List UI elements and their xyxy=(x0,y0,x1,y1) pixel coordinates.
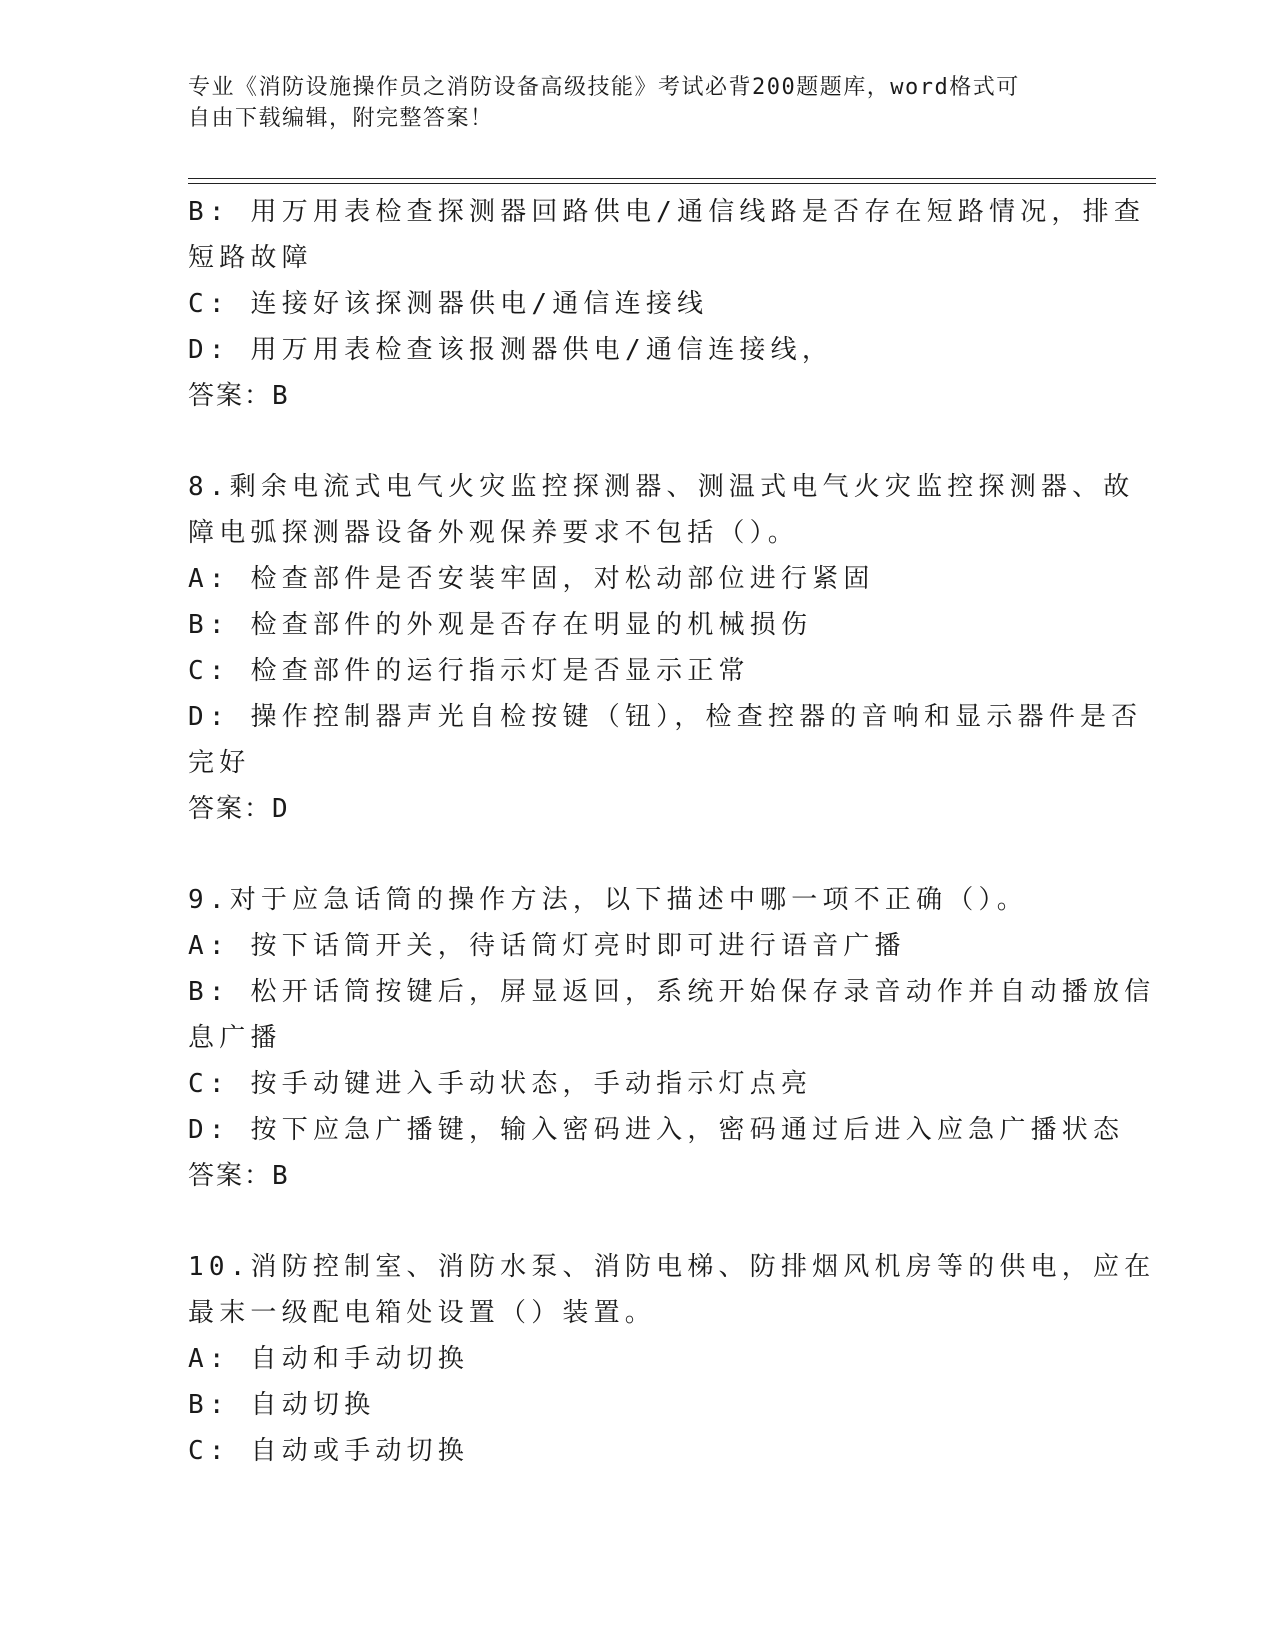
q9-option-b-line-2: 息广播 xyxy=(188,1023,282,1053)
question-9-block xyxy=(188,877,1156,1199)
q8-option-d-line-2: 完好 xyxy=(188,748,251,778)
q8-answer: 答案：D xyxy=(188,794,290,824)
q10-option-c: C: 自动或手动切换 xyxy=(188,1436,469,1466)
q10-option-a: A: 自动和手动切换 xyxy=(188,1344,469,1374)
q9-answer: 答案：B xyxy=(188,1161,290,1191)
q10-question-line-1: 10.消防控制室、消防水泵、消防电梯、防排烟风机房等的供电，应在 xyxy=(188,1252,1156,1282)
q8-option-c: C: 检查部件的运行指示灯是否显示正常 xyxy=(188,656,750,686)
q8-option-b: B: 检查部件的外观是否存在明显的机械损伤 xyxy=(188,610,813,640)
q10-option-b: B: 自动切换 xyxy=(188,1390,376,1420)
question-7-block xyxy=(188,189,1146,419)
document-body xyxy=(188,189,1156,1474)
q8-option-d-line-1: D: 操作控制器声光自检按键（钮），检查控器的音响和显示器件是否 xyxy=(188,702,1143,732)
header-title-line-2: 自由下载编辑，附完整答案！ xyxy=(188,106,494,131)
q7-option-b-line-2: 短路故障 xyxy=(188,243,313,273)
q8-question-line-2: 障电弧探测器设备外观保养要求不包括（）。 xyxy=(188,518,800,548)
q9-option-c: C: 按手动键进入手动状态，手动指示灯点亮 xyxy=(188,1069,813,1099)
q7-option-d: D: 用万用表检查该报测器供电/通信连接线， xyxy=(188,335,834,365)
q8-question-line-1: 8.剩余电流式电气火灾监控探测器、测温式电气火灾监控探测器、故 xyxy=(188,472,1135,502)
q7-answer: 答案：B xyxy=(188,381,290,411)
header-divider-bottom xyxy=(188,183,1156,184)
spacer xyxy=(188,419,1088,464)
q7-option-c: C: 连接好该探测器供电/通信连接线 xyxy=(188,289,709,319)
q9-option-b-line-1: B: 松开话筒按键后，屏显返回，系统开始保存录音动作并自动播放信 xyxy=(188,977,1156,1007)
q8-option-a: A: 检查部件是否安装牢固，对松动部位进行紧固 xyxy=(188,564,875,594)
header-divider-top xyxy=(188,178,1156,179)
question-10-block xyxy=(188,1244,1156,1474)
q9-option-d: D: 按下应急广播键，输入密码进入，密码通过后进入应急广播状态 xyxy=(188,1115,1125,1145)
q9-option-a: A: 按下话筒开关，待话筒灯亮时即可进行语音广播 xyxy=(188,931,906,961)
header-title-line-1: 专业《消防设施操作员之消防设备高级技能》考试必背200题题库，word格式可 xyxy=(188,75,1020,100)
q10-question-line-2: 最末一级配电箱处设置（）装置。 xyxy=(188,1298,657,1328)
document-header xyxy=(188,72,1068,134)
q9-question: 9.对于应急话筒的操作方法，以下描述中哪一项不正确（）。 xyxy=(188,885,1028,915)
question-8-block xyxy=(188,464,1143,832)
q7-option-b-line-1: B: 用万用表检查探测器回路供电/通信线路是否存在短路情况，排查 xyxy=(188,197,1146,227)
spacer xyxy=(188,1199,1088,1244)
spacer xyxy=(188,832,1088,877)
